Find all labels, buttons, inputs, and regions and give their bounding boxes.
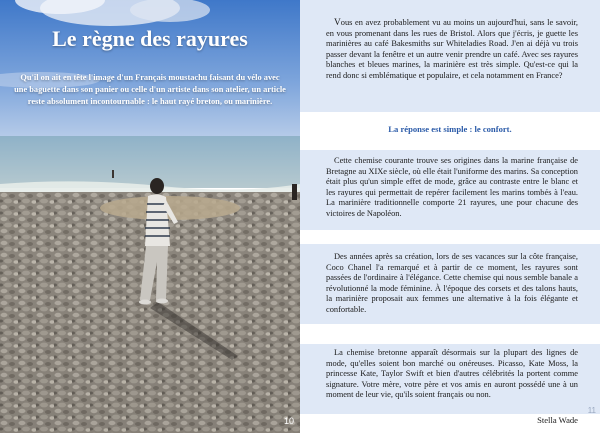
article-title: Le règne des rayures — [52, 26, 248, 51]
right-page — [300, 0, 600, 433]
page-number-left: 10 — [284, 416, 295, 426]
paragraph-3: Des années après sa création, lors de ses vacances sur la côte française, Coco Chanel l'a remarqué et à partir de ce moment, les rayures sont passées de l'ordinaire à l'élégance. Cette chemise qui nous semble banale a révolutionné la mode féminine. À l'époque des corsets et des talons hauts, la marinière proposait aux femmes une alternative à la fois élégante et confortable. — [326, 252, 578, 314]
subheading: La réponse est simple : le confort. — [388, 124, 512, 134]
paragraph-2: Cette chemise courante trouve ses origines dans la marine française de Bretagne au XIXe siècle, où elle était l'uniforme des marins. Sa conception était plus qu'un simple effet de mode, grâce au contraste entre le blanc et les rayures qui permettait de repérer facilement les marins tombés à l'eau. La marinière traditionnelle comporte 21 rayures, une pour chacune des victoires de Napoléon. — [326, 156, 578, 218]
author-name: Stella Wade — [537, 415, 578, 425]
paragraph-1: Vous en avez probablement vu au moins un aujourd'hui, sans le savoir, en vous promenant dans les rues de Bristol. Alors que j'écris, je guette les marinières au café Bakesmiths sur Whiteladies Road. J'en ai déjà vu trois passer devant la fenêtre et un autre venir prendre un café. Avec ses rayures blanches et bleues marines, la marinière est très simple. Qu'est-ce qui la rend donc si emblématique et populaire, et cela notamment en France? — [326, 18, 578, 80]
page-number-right: 11 — [587, 406, 596, 415]
paragraph-4: La chemise bretonne apparaît désormais sur la plupart des lignes de mode, qu'elles soient bon marché ou onéreuses. Picasso, Kate Moss, la princesse Kate, Taylor Swift et bien d'autres célébrités la portent comme signature. Votre mère, votre père et vos amis en auront possédé une à un moment de leur vie, qu'ils soient français ou non. — [326, 348, 578, 400]
article-intro: Qu'il on ait en tête l'image d'un Français moustachu faisant du vélo avec une baguette dans son panier ou celle d'un artiste dans son atelier, un article reste absolument incontournable : le haut rayé breton, ou marinière. — [14, 73, 286, 106]
